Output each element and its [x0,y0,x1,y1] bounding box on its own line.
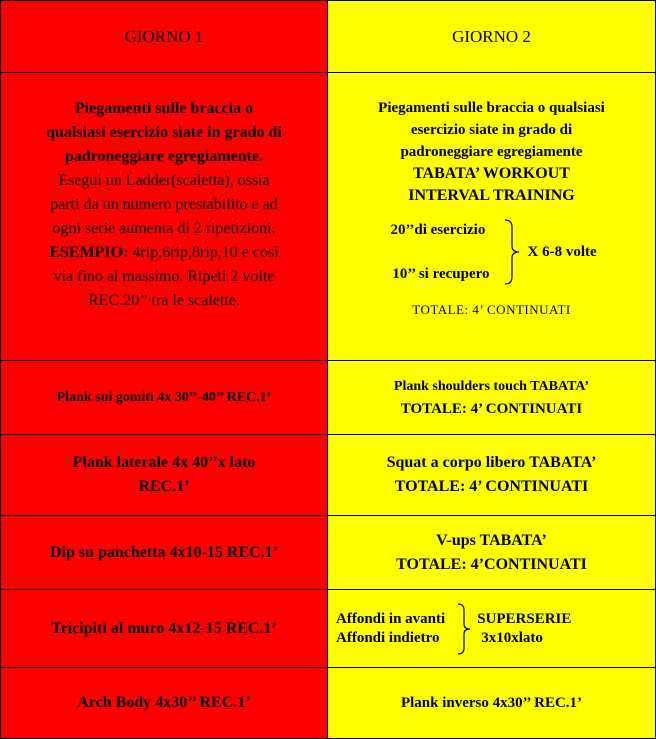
day1-plank-cell [1,361,328,434]
total-duration: TOTALE: 4’ CONTINUATI [412,302,571,317]
curly-brace-icon [504,219,520,285]
instruction-text: parti da un numero prestabilito e ad [50,196,278,213]
table-row [1,435,655,516]
work-interval: 20’’di esercizio [390,222,486,238]
repeat-count: X 6-8 volte [527,244,597,260]
instruction-text: via fino al massimo. Ripeti 2 volte [53,268,275,285]
exercise-text: padroneggiare egregiamente [400,144,583,160]
header-day2 [328,1,655,72]
interval-lines [386,219,489,285]
day1-title: GIORNO 1 [124,26,204,46]
rest-text: REC.20’’ tra le scalette. [88,292,240,309]
day2-plank-touch-cell [328,361,655,434]
exercise-text: Affondi indietro [336,629,440,646]
exercise-text: esercizio siate in grado di [410,122,573,138]
day2-vups-cell [328,516,655,589]
exercise-text: padroneggiare egregiamente. [64,148,264,165]
exercise-text: Tricipiti al muro 4x12-15 REC.1’ [51,619,277,637]
table-row [1,73,655,361]
exercise-text: Piegamenti sulle braccia o qualsiasi [378,100,605,116]
day1-triceps-cell [1,590,328,667]
superset-block [336,603,571,655]
exercise-text: Plank laterale 4x 40’’x lato [72,454,256,471]
header-day1 [1,1,328,72]
day2-reverse-plank-cell [328,668,655,738]
day2-title: GIORNO 2 [452,26,531,46]
exercise-text: Squat a corpo libero TABATA’ [386,454,597,471]
exercise-text: qualsiasi esercizio siate in grado di [46,124,282,141]
example-label: ESEMPIO: [49,244,129,261]
total-duration: TOTALE: 4’ CONTINUATI [400,400,583,417]
table-row [1,590,655,668]
total-duration: TOTALE: 4’ CONTINUATI [394,478,589,495]
header-row [1,1,655,73]
total-duration: TOTALE: 4’CONTINUATI [396,555,587,573]
day1-arch-body-cell [1,668,328,738]
rest-interval: 10’’ si recupero [392,266,490,282]
superset-label: SUPERSERIE [477,610,572,627]
day2-squat-cell [328,435,655,515]
workout-type: TABATA’ WORKOUT [413,165,570,182]
table-row [1,516,655,590]
table-row [1,668,655,738]
superset-reps: 3x10xlato [481,629,543,646]
curly-brace-icon [457,603,471,655]
example-line [49,241,278,265]
day2-lunges-cell [328,590,655,667]
day1-dip-cell [1,516,328,589]
superset-info [477,611,571,647]
table-row [1,361,655,435]
exercise-text: Plank shoulders touch TABATA’ [393,378,590,394]
instruction-text: ogni serie aumenta di 2 ripetizioni. [52,220,276,237]
interval-block [386,219,596,285]
example-text: 4rip,6rip,8rip,10 e così [128,244,279,261]
exercise-text: V-ups TABATA’ [436,531,547,549]
rest-text: REC.1’ [138,478,190,495]
day2-tabata-cell [328,73,655,360]
exercise-text: Plank inverso 4x30’’ REC.1’ [400,695,583,711]
exercise-text: Dip su panchetta 4x10-15 REC.1’ [49,543,278,561]
instruction-text: Esegui un Ladder(scaletta), ossia [58,172,270,189]
superset-exercises [336,611,445,647]
day1-side-plank-cell [1,435,328,515]
exercise-text: Arch Body 4x30’’ REC.1’ [77,694,251,711]
day1-pushups-cell [1,73,328,360]
exercise-text: Affondi in avanti [336,610,446,627]
workout-type: INTERVAL TRAINING [408,187,575,204]
exercise-text: Plank sui gomiti 4x 30’’-40’’ REC.1’ [56,389,272,405]
exercise-text: Piegamenti sulle braccia o [74,100,254,117]
